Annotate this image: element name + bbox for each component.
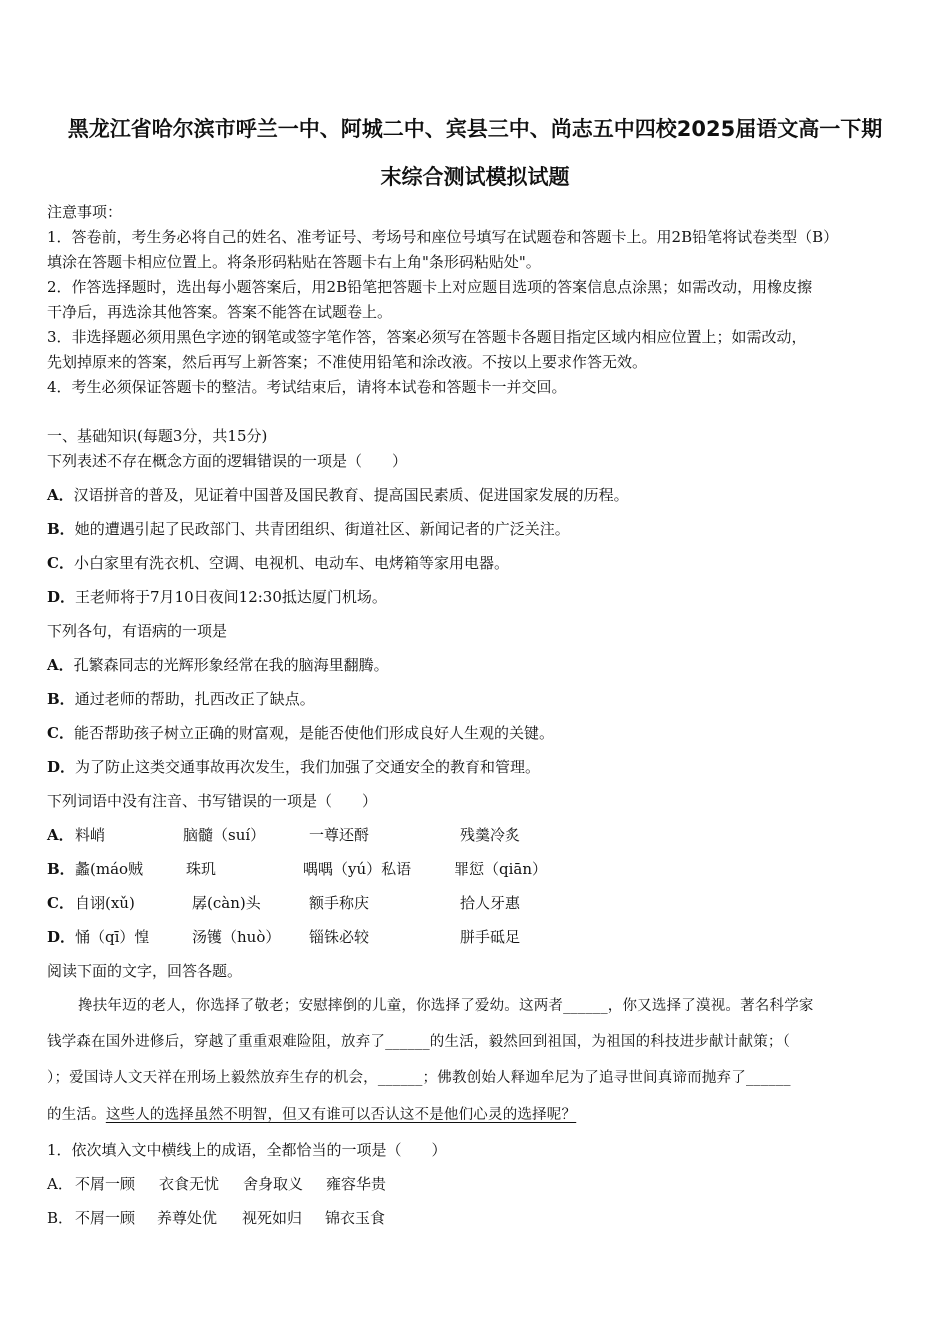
option-letter: D． (47, 588, 76, 606)
notice-line: 1．答卷前，考生务必将自己的姓名、准考证号、考场号和座位号填写在试题卷和答题卡上。用2B铅笔将试卷类型（B） (47, 228, 839, 246)
question-stem: 1．依次填入文中横线上的成语，全都恰当的一项是（ ） (47, 1141, 447, 1159)
option-text: 孔繁森同志的光辉形象经常在我的脑海里翻腾。 (73, 656, 389, 674)
option-letter: B． (47, 520, 75, 538)
option-text: 能否帮助孩子树立正确的财富观，是能否使他们形成良好人生观的关键。 (73, 724, 554, 742)
word: 罪愆（qiān） (454, 860, 548, 878)
question-stem: 下列表述不存在概念方面的逻辑错误的一项是（ ） (47, 452, 408, 470)
word: 视死如归 (242, 1209, 303, 1227)
word: 料峭 (75, 826, 106, 844)
reading-intro: 阅读下面的文字，回答各题。 (47, 962, 243, 980)
option-a (47, 655, 389, 675)
section-heading: 一、基础知识(每题3分，共15分) (47, 427, 268, 445)
option-text: 为了防止这类交通事故再次发生，我们加强了交通安全的教育和管理。 (75, 758, 541, 776)
notice-heading: 注意事项： (47, 203, 123, 221)
word: 胼手砥足 (460, 928, 521, 946)
option-text: 她的遭遇引起了民政部门、共青团组织、街道社区、新闻记者的广泛关注。 (74, 520, 570, 538)
option-letter: B． (47, 1209, 74, 1227)
notice-line: 填涂在答题卡相应位置上。将条形码粘贴在答题卡右上角"条形码粘贴处"。 (47, 253, 541, 271)
word: 锱铢必较 (309, 928, 370, 946)
exam-title-line-1: 黑龙江省哈尔滨市呼兰一中、阿城二中、宾县三中、尚志五中四校2025届语文高一下期 (67, 117, 883, 141)
word: 拾人牙惠 (460, 894, 521, 912)
word: 悀（qī）惶 (75, 928, 150, 946)
option-d (47, 757, 540, 777)
passage-line: 搀扶年迈的老人，你选择了敬老；安慰摔倒的儿童，你选择了爱幼。这两者______，你又选择了漠视。著名科学家 (78, 998, 814, 1014)
passage-line: 钱学森在国外进修后，穿越了重重艰难险阻，放弃了______的生活，毅然回到祖国，为祖国的科技进步献计献策；（ (47, 1034, 791, 1050)
option-text: 通过老师的帮助，扎西改正了缺点。 (74, 690, 315, 708)
option-text: 小白家里有洗衣机、空调、电视机、电动车、电烤箱等家用电器。 (73, 554, 509, 572)
passage-line: ）；爱国诗人文天祥在刑场上毅然放弃生存的机会，______；佛教创始人释迦牟尼为了追寻世间真谛而抛弃了______ (47, 1070, 791, 1086)
word: 蠡(máo贼 (75, 860, 144, 878)
word: 一尊还酹 (309, 826, 370, 844)
word: 自诩(xǔ) (75, 894, 135, 912)
passage-line (47, 1105, 576, 1125)
option-a (47, 485, 629, 505)
exam-title-line-2: 末综合测试模拟试题 (380, 165, 570, 189)
option-text: 汉语拼音的普及，见证着中国普及国民教育、提高国民素质、促进国家发展的历程。 (73, 486, 629, 504)
notice-line: 4．考生必须保证答题卡的整洁。考试结束后，请将本试卷和答题卡一并交回。 (47, 378, 567, 396)
question-stem: 下列词语中没有注音、书写错误的一项是（ ） (47, 792, 378, 810)
option-text: 王老师将于7月10日夜间12:30抵达厦门机场。 (75, 588, 387, 606)
word: 锦衣玉食 (325, 1209, 386, 1227)
passage-text: 的生活。 (47, 1107, 106, 1123)
question-stem: 下列各句，有语病的一项是 (47, 622, 228, 640)
word: 脑髓（suí） (183, 826, 266, 844)
option-letter: C． (47, 554, 74, 572)
notice-line: 3．非选择题必须用黑色字迹的钢笔或签字笔作答，答案必须写在答题卡各题目指定区域内相应位置上；如需改动， (47, 328, 807, 346)
option-letter: B． (47, 690, 75, 708)
option-letter: A． (47, 1175, 73, 1193)
word: 珠玑 (186, 860, 217, 878)
underlined-sentence: 这些人的选择虽然不明智，但又有谁可以否认这不是他们心灵的选择呢？ (105, 1107, 577, 1123)
option-letter: D． (47, 758, 76, 776)
word: 残羹冷炙 (460, 826, 521, 844)
option-letter: A． (47, 826, 74, 844)
word: 孱(càn)头 (192, 894, 261, 912)
option-letter: C． (47, 894, 74, 912)
word: 养尊处优 (157, 1209, 218, 1227)
option-d (47, 587, 387, 607)
word: 舍身取义 (243, 1175, 304, 1193)
option-b (47, 689, 315, 709)
notice-line: 干净后，再选涂其他答案。答案不能答在试题卷上。 (47, 303, 393, 321)
option-b (47, 519, 570, 539)
word: 汤镬（huò） (192, 928, 281, 946)
word: 喁喁（yú）私语 (303, 860, 412, 878)
option-letter: B． (47, 860, 75, 878)
option-c (47, 723, 554, 743)
option-letter: D． (47, 928, 76, 946)
option-letter: A． (47, 486, 74, 504)
option-c (47, 553, 509, 573)
word: 雍容华贵 (326, 1175, 387, 1193)
option-letter: A． (47, 656, 74, 674)
word: 不屑一顾 (75, 1209, 136, 1227)
notice-line: 2．作答选择题时，选出每小题答案后，用2B铅笔把答题卡上对应题目选项的答案信息点涂黑；如需改动，用橡皮擦 (47, 278, 813, 296)
word: 衣食无忧 (159, 1175, 220, 1193)
word: 额手称庆 (309, 894, 370, 912)
notice-line: 先划掉原来的答案，然后再写上新答案；不准使用铅笔和涂改液。不按以上要求作答无效。 (47, 353, 648, 371)
option-letter: C． (47, 724, 74, 742)
word: 不屑一顾 (75, 1175, 136, 1193)
